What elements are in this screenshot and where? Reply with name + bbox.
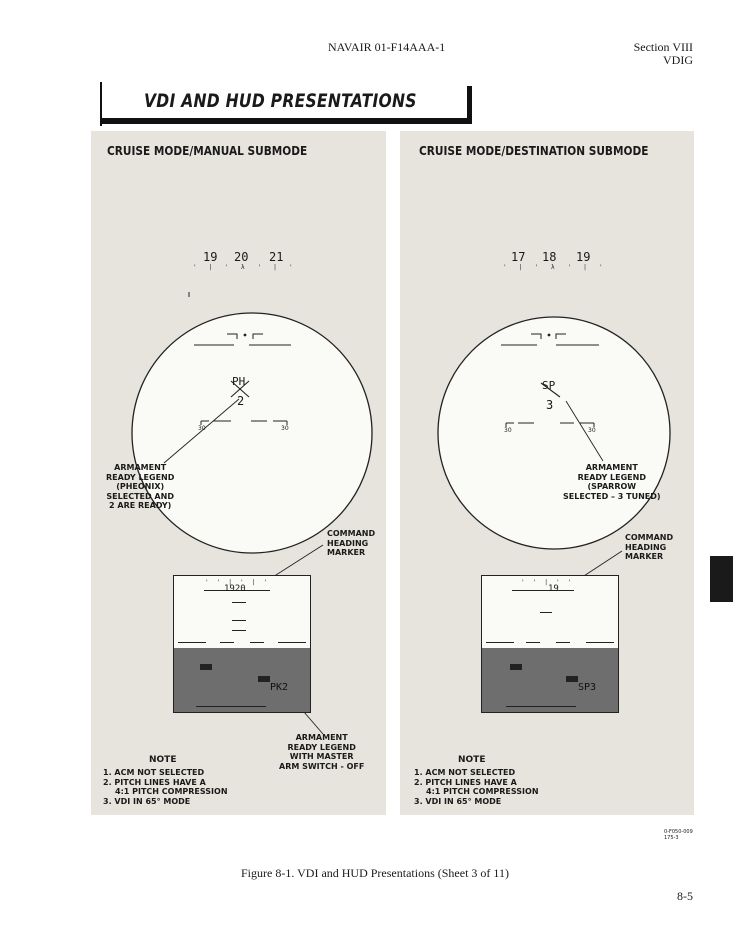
left-weapon-count: 2 [237, 394, 245, 408]
left-hud-display [173, 575, 311, 713]
left-hud-ground [174, 648, 310, 712]
document-number: NAVAIR 01-F14AAA-1 [328, 40, 446, 54]
left-note-list: 1. ACM NOT SELECTED 2. PITCH LINES HAVE A 4:1 PITCH COMPRESSION 3. VDI IN 65° MODE [103, 768, 228, 806]
right-hud-horizon-center-right [556, 642, 570, 643]
left-command-heading-callout: COMMAND HEADING MARKER [327, 529, 376, 557]
right-hud-ground-bar-1 [510, 664, 522, 670]
left-heading-scale-ticks: ' | ' λ ' | ' [194, 264, 298, 271]
subsection-label: VDIG [663, 53, 693, 67]
right-weapon-symbol: SP [542, 379, 556, 392]
left-hud-pitch-mark-2 [232, 620, 246, 621]
right-heading-scale-ticks: ' | ' λ ' | ' [504, 264, 608, 271]
left-pitch-label-left: 30 [198, 425, 206, 432]
right-panel [400, 131, 694, 815]
left-note-title: NOTE [149, 755, 177, 765]
right-note-title: NOTE [458, 755, 486, 765]
right-hud-bottom-scale [506, 706, 576, 707]
left-hud-bottom-scale [196, 706, 266, 707]
banner-title: VDI AND HUD PRESENTATIONS [144, 90, 417, 112]
right-pitch-label-right: 30 [588, 427, 596, 434]
figure-id: 0-F050-009 175-3 [664, 829, 693, 841]
left-hud-pitch-mark-3 [232, 630, 246, 631]
left-hud-pitch-mark-1 [232, 602, 246, 603]
left-heading-20: 20 [234, 250, 249, 264]
left-armament-callout: ARMAMENT READY LEGEND (PHEONIX) SELECTED AND 2 ARE READY) [106, 463, 175, 510]
right-hud-horizon-right [586, 642, 614, 643]
left-hud-ground-bar-1 [200, 664, 212, 670]
right-hud-horizon-left [486, 642, 514, 643]
right-pitch-label-left: 30 [504, 427, 512, 434]
left-hud-horizon-center-right [250, 642, 264, 643]
left-hud-heading-readout: 1920 [224, 584, 246, 594]
left-panel-title: CRUISE MODE/MANUAL SUBMODE [107, 144, 308, 158]
right-heading-18: 18 [542, 250, 557, 264]
right-weapon-count: 3 [546, 398, 554, 412]
left-hud-horizon-right [278, 642, 306, 643]
right-heading-19: 19 [576, 250, 591, 264]
page-number: 8-5 [677, 889, 693, 903]
right-hud-pitch-mark-1 [540, 612, 552, 613]
left-heading-19: 19 [203, 250, 218, 264]
left-pitch-label-right: 30 [281, 425, 289, 432]
section-tab-marker [710, 556, 733, 602]
right-note-list: 1. ACM NOT SELECTED 2. PITCH LINES HAVE A 4:1 PITCH COMPRESSION 3. VDI IN 65° MODE [414, 768, 539, 806]
left-hud-heading-ticks: ' ' | ' | ' [206, 579, 271, 586]
left-panel [91, 131, 386, 815]
right-hud-heading-ticks: ' ' | ' ' [522, 579, 575, 586]
right-hud-horizon-center-left [526, 642, 540, 643]
right-hud-ground-bar-2 [566, 676, 578, 682]
right-hud-ground [482, 648, 618, 712]
section-label: Section VIII [633, 40, 693, 54]
left-hud-horizon-left [178, 642, 206, 643]
left-hud-weapon-readout: PK2 [270, 682, 289, 693]
figure-caption: Figure 8-1. VDI and HUD Presentations (Sheet 3 of 11) [241, 866, 509, 880]
right-hud-weapon-readout: SP3 [578, 682, 597, 693]
right-heading-17: 17 [511, 250, 526, 264]
right-panel-title: CRUISE MODE/DESTINATION SUBMODE [419, 144, 649, 158]
title-banner [96, 82, 472, 126]
left-weapon-symbol: PH [232, 375, 246, 388]
right-hud-heading-line [512, 590, 574, 591]
left-hud-horizon-center-left [220, 642, 234, 643]
left-hud-ground-bar-2 [258, 676, 270, 682]
right-armament-callout: ARMAMENT READY LEGEND (SPARROW SELECTED – 3 TUNED) [563, 463, 661, 501]
right-hud-heading-readout: 19 [548, 584, 559, 594]
right-command-heading-callout: COMMAND HEADING MARKER [625, 533, 674, 561]
left-hud-armament-callout: ARMAMENT READY LEGEND WITH MASTER ARM SWITCH - OFF [279, 733, 365, 771]
right-hud-display [481, 575, 619, 713]
left-heading-21: 21 [269, 250, 284, 264]
